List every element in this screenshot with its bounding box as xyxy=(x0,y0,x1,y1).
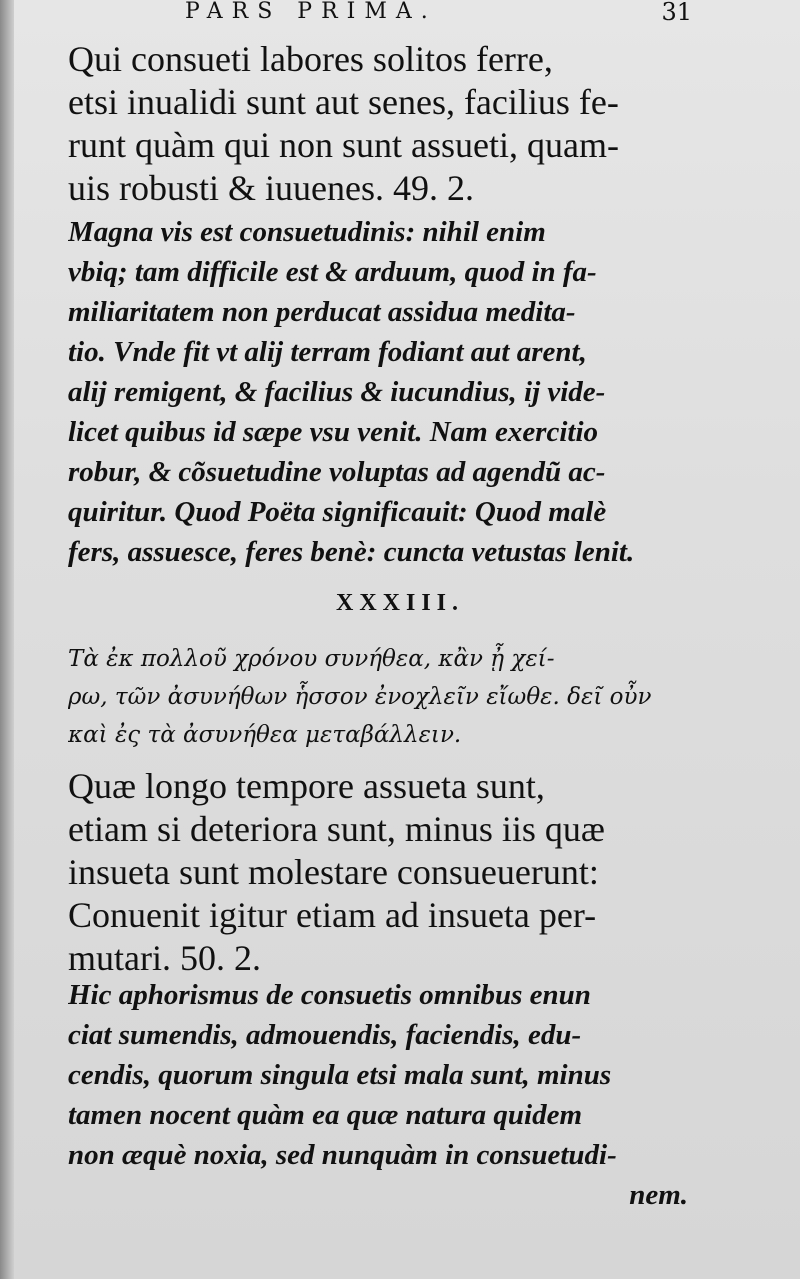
page-number: 31 xyxy=(661,0,692,26)
greek-line: ρω, τῶν ἀσυνήθων ἧσσον ἐνοχλεῖν εἴωθε. δεῖ οὖν xyxy=(68,684,652,710)
aphorism-50 xyxy=(68,765,688,980)
running-title: PARS PRIMA. xyxy=(185,0,437,24)
commentary-line: tamen nocent quàm ea quæ natura quidem xyxy=(68,1099,583,1131)
aphorism-line: etsi inualidi sunt aut senes, facilius fe- xyxy=(68,82,619,122)
aphorism-line: uis robusti & iuuenes. 49. 2. xyxy=(68,168,474,208)
aphorism-49 xyxy=(68,38,688,210)
catchword: nem. xyxy=(629,1179,688,1211)
greek-aphorism xyxy=(68,640,688,754)
commentary-line: alij remigent, & facilius & iucundius, ij vide- xyxy=(68,376,606,408)
commentary-49 xyxy=(68,212,688,572)
aphorism-line: Qui consueti labores solitos ferre, xyxy=(68,39,553,79)
commentary-line: non æquè noxia, sed nunquàm in consuetudi- xyxy=(68,1139,617,1171)
greek-line: Τὰ ἐκ πολλοῦ χρόνου συνήθεα, κἂν ᾖ χεί- xyxy=(68,646,555,672)
aphorism-line: etiam si deteriora sunt, minus iis quæ xyxy=(68,809,605,849)
commentary-50 xyxy=(68,975,688,1215)
aphorism-line: insueta sunt molestare consueuerunt: xyxy=(68,852,599,892)
aphorism-line: runt quàm qui non sunt assueti, quam- xyxy=(68,125,619,165)
commentary-line: fers, assuesce, feres benè: cuncta vetustas lenit. xyxy=(68,536,635,568)
commentary-line: miliaritatem non perducat assidua medita- xyxy=(68,296,576,328)
aphorism-line: Conuenit igitur etiam ad insueta per- xyxy=(68,895,597,935)
commentary-line: quiritur. Quod Poëta significauit: Quod malè xyxy=(68,496,607,528)
aphorism-line: mutari. 50. 2. xyxy=(68,938,261,978)
commentary-line: tio. Vnde fit vt alij terram fodiant aut arent, xyxy=(68,336,587,368)
commentary-line: Magna vis est consuetudinis: nihil enim xyxy=(68,216,546,248)
commentary-line: robur, & cõsuetudine voluptas ad agendũ ac- xyxy=(68,456,606,488)
commentary-line: ciat sumendis, admouendis, faciendis, edu- xyxy=(68,1019,582,1051)
greek-line: καὶ ἐς τὰ ἀσυνήθεα μεταβάλλειν. xyxy=(68,722,462,748)
page-edge-shadow xyxy=(0,0,14,1279)
section-heading: XXXIII. xyxy=(335,590,464,616)
aphorism-line: Quæ longo tempore assueta sunt, xyxy=(68,766,545,806)
commentary-line: cendis, quorum singula etsi mala sunt, minus xyxy=(68,1059,612,1091)
commentary-line: vbiq; tam difficile est & arduum, quod in fa- xyxy=(68,256,597,288)
commentary-line: Hic aphorismus de consuetis omnibus enun xyxy=(68,979,591,1011)
commentary-line: licet quibus id sæpe vsu venit. Nam exercitio xyxy=(68,416,599,448)
